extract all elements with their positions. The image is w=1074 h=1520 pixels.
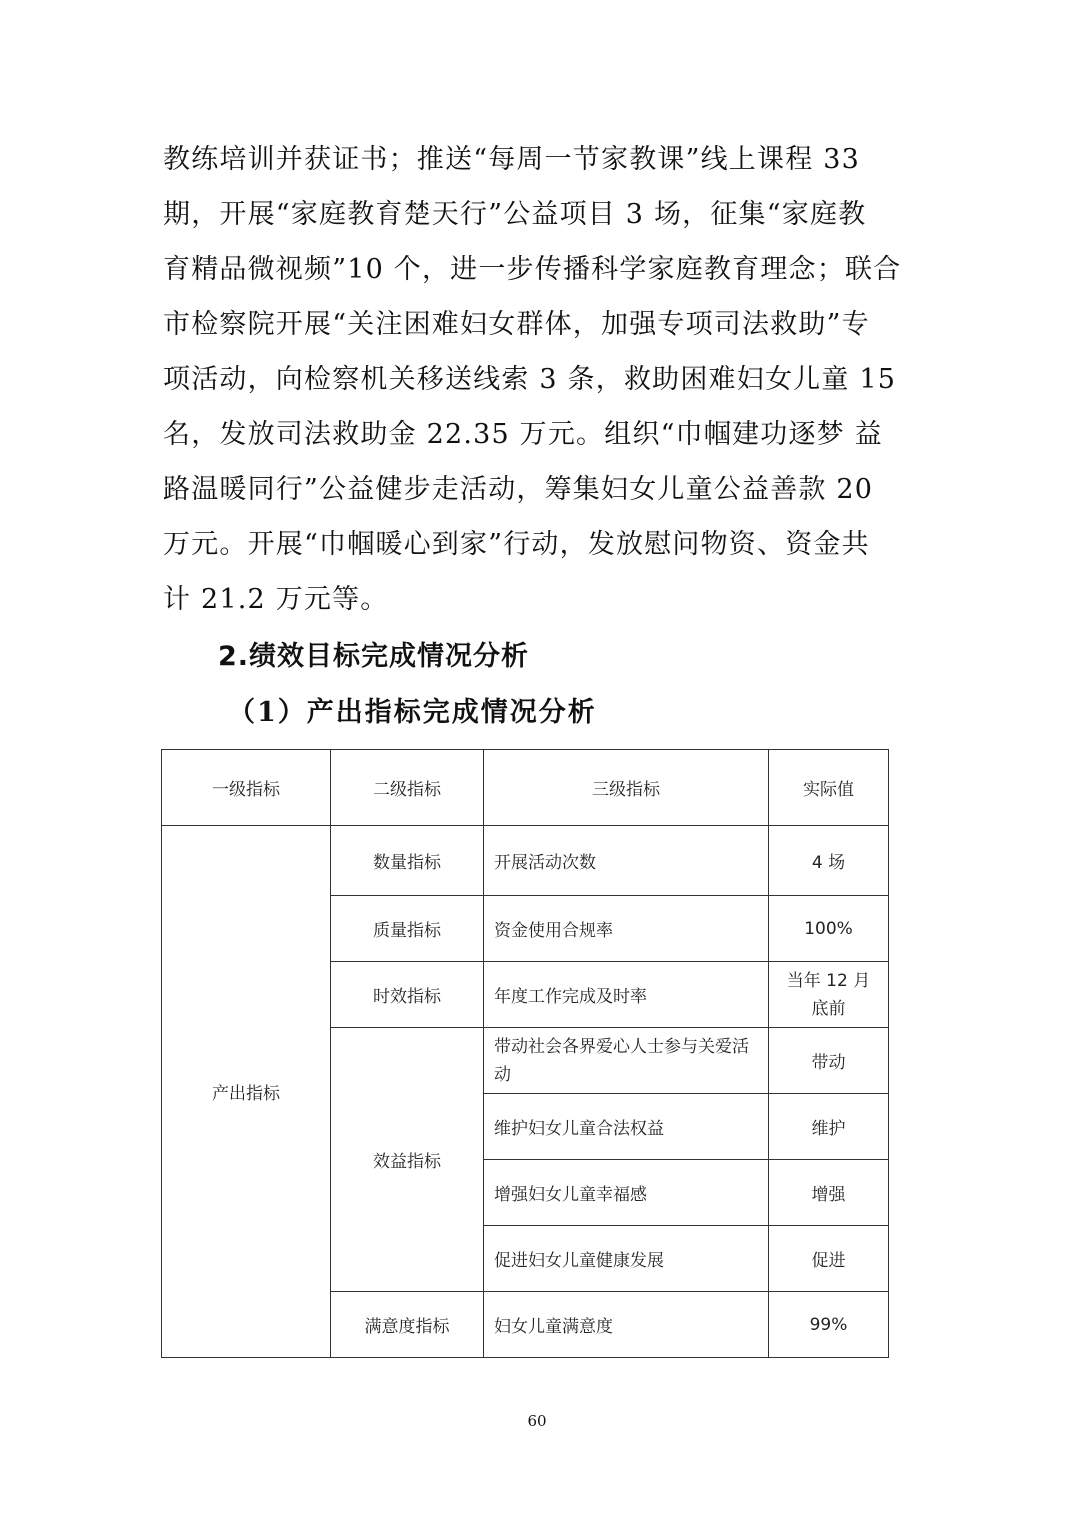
body-line: 市检察院开展“关注困难妇女群体，加强专项司法救助”专 — [163, 309, 870, 340]
table-header-row — [162, 750, 889, 826]
body-line: 育精品微视频”10 个，进一步传播科学家庭教育理念；联合 — [163, 254, 902, 285]
level1-cell: 产出指标 — [162, 826, 331, 1358]
body-line: 计 21.2 万元等。 — [163, 584, 389, 615]
header-value: 实际值 — [769, 750, 889, 826]
value-cell: 带动 — [769, 1028, 889, 1094]
value-cell: 99% — [769, 1292, 889, 1358]
level3-cell: 年度工作完成及时率 — [484, 962, 769, 1028]
value-cell: 100% — [769, 896, 889, 962]
level3-cell: 增强妇女儿童幸福感 — [484, 1160, 769, 1226]
level2-cell: 质量指标 — [331, 896, 484, 962]
value-cell: 增强 — [769, 1160, 889, 1226]
level2-cell: 满意度指标 — [331, 1292, 484, 1358]
value-cell: 维护 — [769, 1094, 889, 1160]
header-level1: 一级指标 — [162, 750, 331, 826]
level2-cell: 数量指标 — [331, 826, 484, 896]
body-line: 万元。开展“巾帼暖心到家”行动，发放慰问物资、资金共 — [163, 529, 870, 560]
level3-cell: 维护妇女儿童合法权益 — [484, 1094, 769, 1160]
value-cell: 促进 — [769, 1226, 889, 1292]
level2-cell: 效益指标 — [331, 1028, 484, 1292]
body-line: 期，开展“家庭教育楚天行”公益项目 3 场，征集“家庭教 — [163, 199, 867, 230]
level3-cell: 促进妇女儿童健康发展 — [484, 1226, 769, 1292]
level3-cell: 开展活动次数 — [484, 826, 769, 896]
header-level3: 三级指标 — [484, 750, 769, 826]
sub-heading: （1）产出指标完成情况分析 — [228, 697, 597, 728]
body-paragraph — [163, 132, 913, 627]
indicator-table — [161, 749, 889, 1358]
value-cell: 当年 12 月底前 — [769, 962, 889, 1028]
level2-cell: 时效指标 — [331, 962, 484, 1028]
header-level2: 二级指标 — [331, 750, 484, 826]
table-row — [162, 826, 889, 896]
level3-cell: 资金使用合规率 — [484, 896, 769, 962]
page-number: 60 — [527, 1412, 547, 1430]
level3-cell: 妇女儿童满意度 — [484, 1292, 769, 1358]
level3-cell: 带动社会各界爱心人士参与关爱活动 — [484, 1028, 769, 1094]
body-line: 项活动，向检察机关移送线索 3 条，救助困难妇女儿童 15 — [163, 364, 897, 395]
value-cell: 4 场 — [769, 826, 889, 896]
body-line: 路温暖同行”公益健步走活动，筹集妇女儿童公益善款 20 — [163, 474, 874, 505]
body-line: 教练培训并获证书；推送“每周一节家教课”线上课程 33 — [163, 144, 860, 175]
body-line: 名，发放司法救助金 22.35 万元。组织“巾帼建功逐梦 益 — [163, 419, 883, 450]
section-heading: 2.绩效目标完成情况分析 — [218, 641, 530, 672]
